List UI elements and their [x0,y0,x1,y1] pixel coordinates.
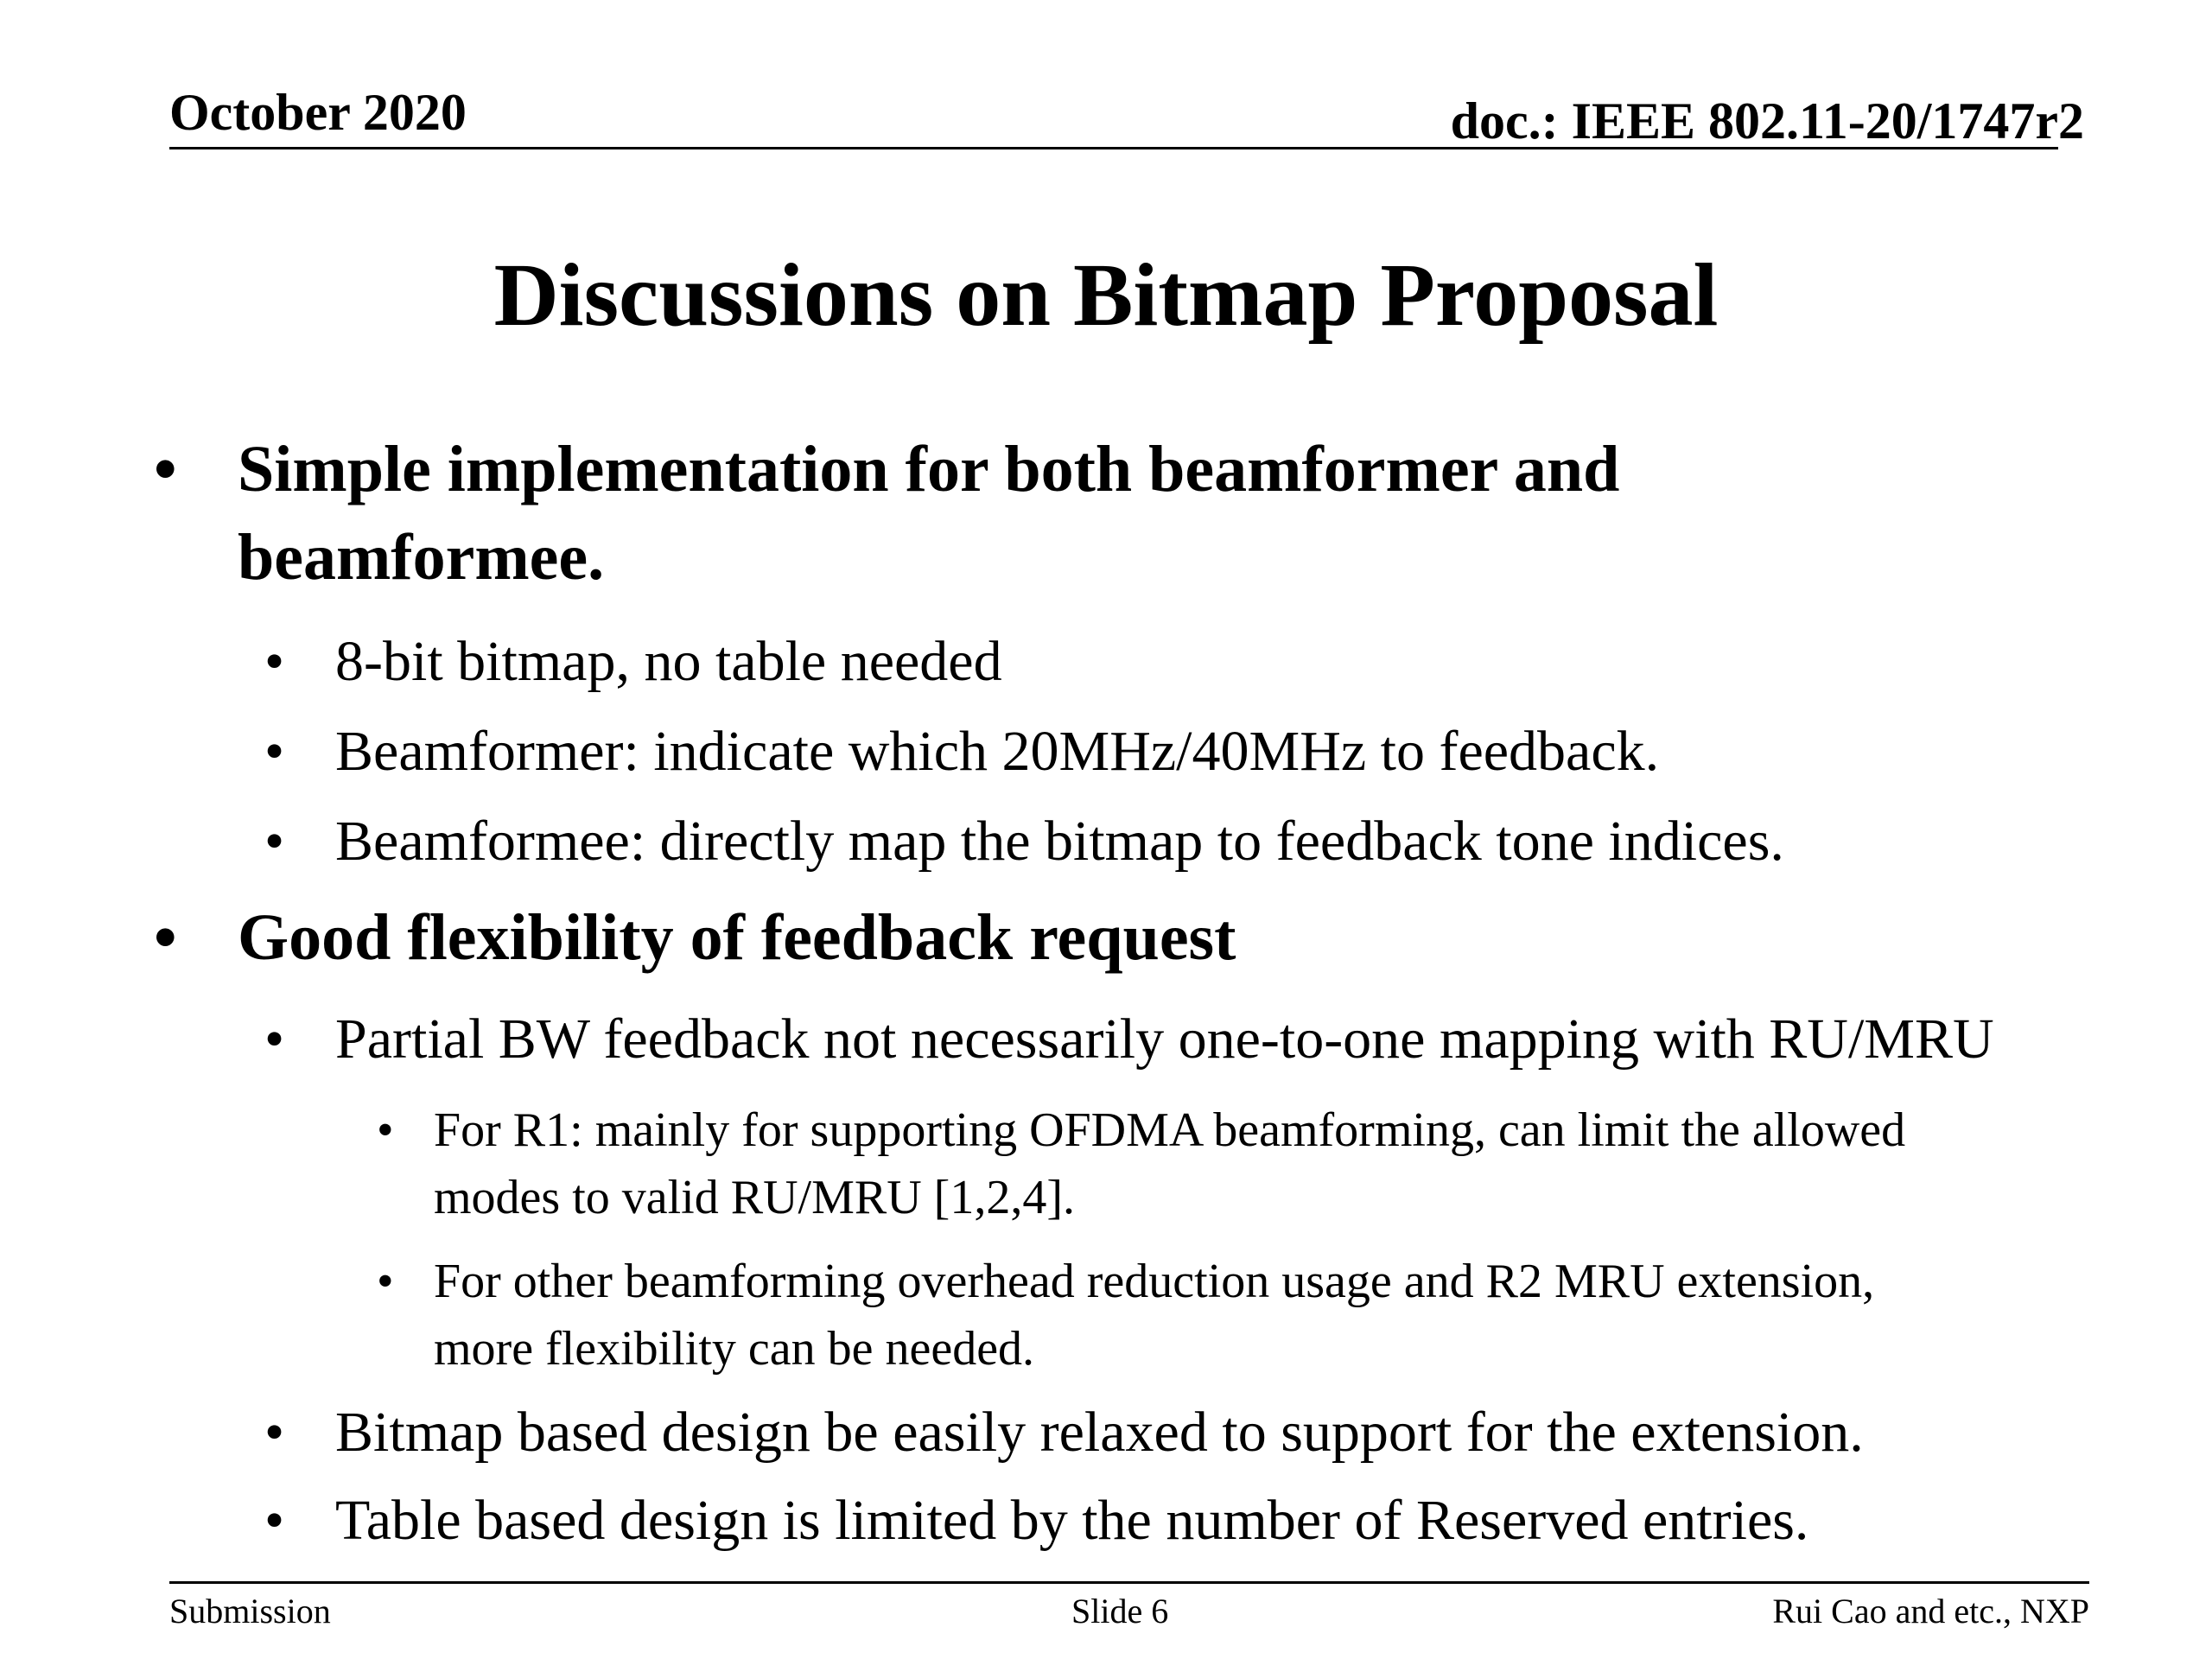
bullet-text: For R1: mainly for supporting OFDMA beamforming, can limit the allowed [434,1103,1906,1157]
bullet-text: Simple implementation for both beamformer and [238,433,1620,505]
bullet-text: For other beamforming overhead reduction usage and R2 MRU extension, [434,1255,1875,1308]
bullet-text: Beamformee: directly map the bitmap to feedback tone indices. [335,810,1784,873]
bullet-dot: • [264,810,285,873]
bullet-dot: • [377,1103,394,1157]
bullet-dot: • [264,1007,285,1071]
bullet-text: 8-bit bitmap, no table needed [335,630,1002,693]
bullet-dot: • [154,433,177,505]
bullet-text: Partial BW feedback not necessarily one-to-one mapping with RU/MRU [335,1007,1994,1071]
header-divider [169,147,2058,149]
bullet-dot: • [264,720,285,783]
bullet-text: Beamformer: indicate which 20MHz/40MHz to feedback. [335,720,1660,783]
slide-title: Discussions on Bitmap Proposal [493,245,1719,345]
footer-author: Rui Cao and etc., NXP [1772,1592,2089,1630]
bullet-text: beamformee. [238,521,605,594]
bullet-dot: • [154,901,177,974]
bullet-dot: • [264,1489,285,1552]
bullet-dot: • [264,630,285,693]
footer-slide-number: Slide 6 [1071,1592,1169,1630]
bullet-dot: • [377,1255,394,1308]
header-doc-id: doc.: IEEE 802.11-20/1747r2 [1450,92,2084,149]
bullet-text: Table based design is limited by the number of Reserved entries. [335,1489,1809,1552]
bullet-dot: • [264,1401,285,1464]
header-date: October 2020 [169,84,467,141]
bullet-text: Bitmap based design be easily relaxed to support for the extension. [335,1401,1864,1464]
footer-divider [169,1581,2089,1584]
bullet-text: more flexibility can be needed. [434,1322,1035,1376]
bullet-text: modes to valid RU/MRU [1,2,4]. [434,1171,1075,1224]
bullet-text: Good flexibility of feedback request [238,901,1236,974]
footer-submission: Submission [169,1592,331,1630]
